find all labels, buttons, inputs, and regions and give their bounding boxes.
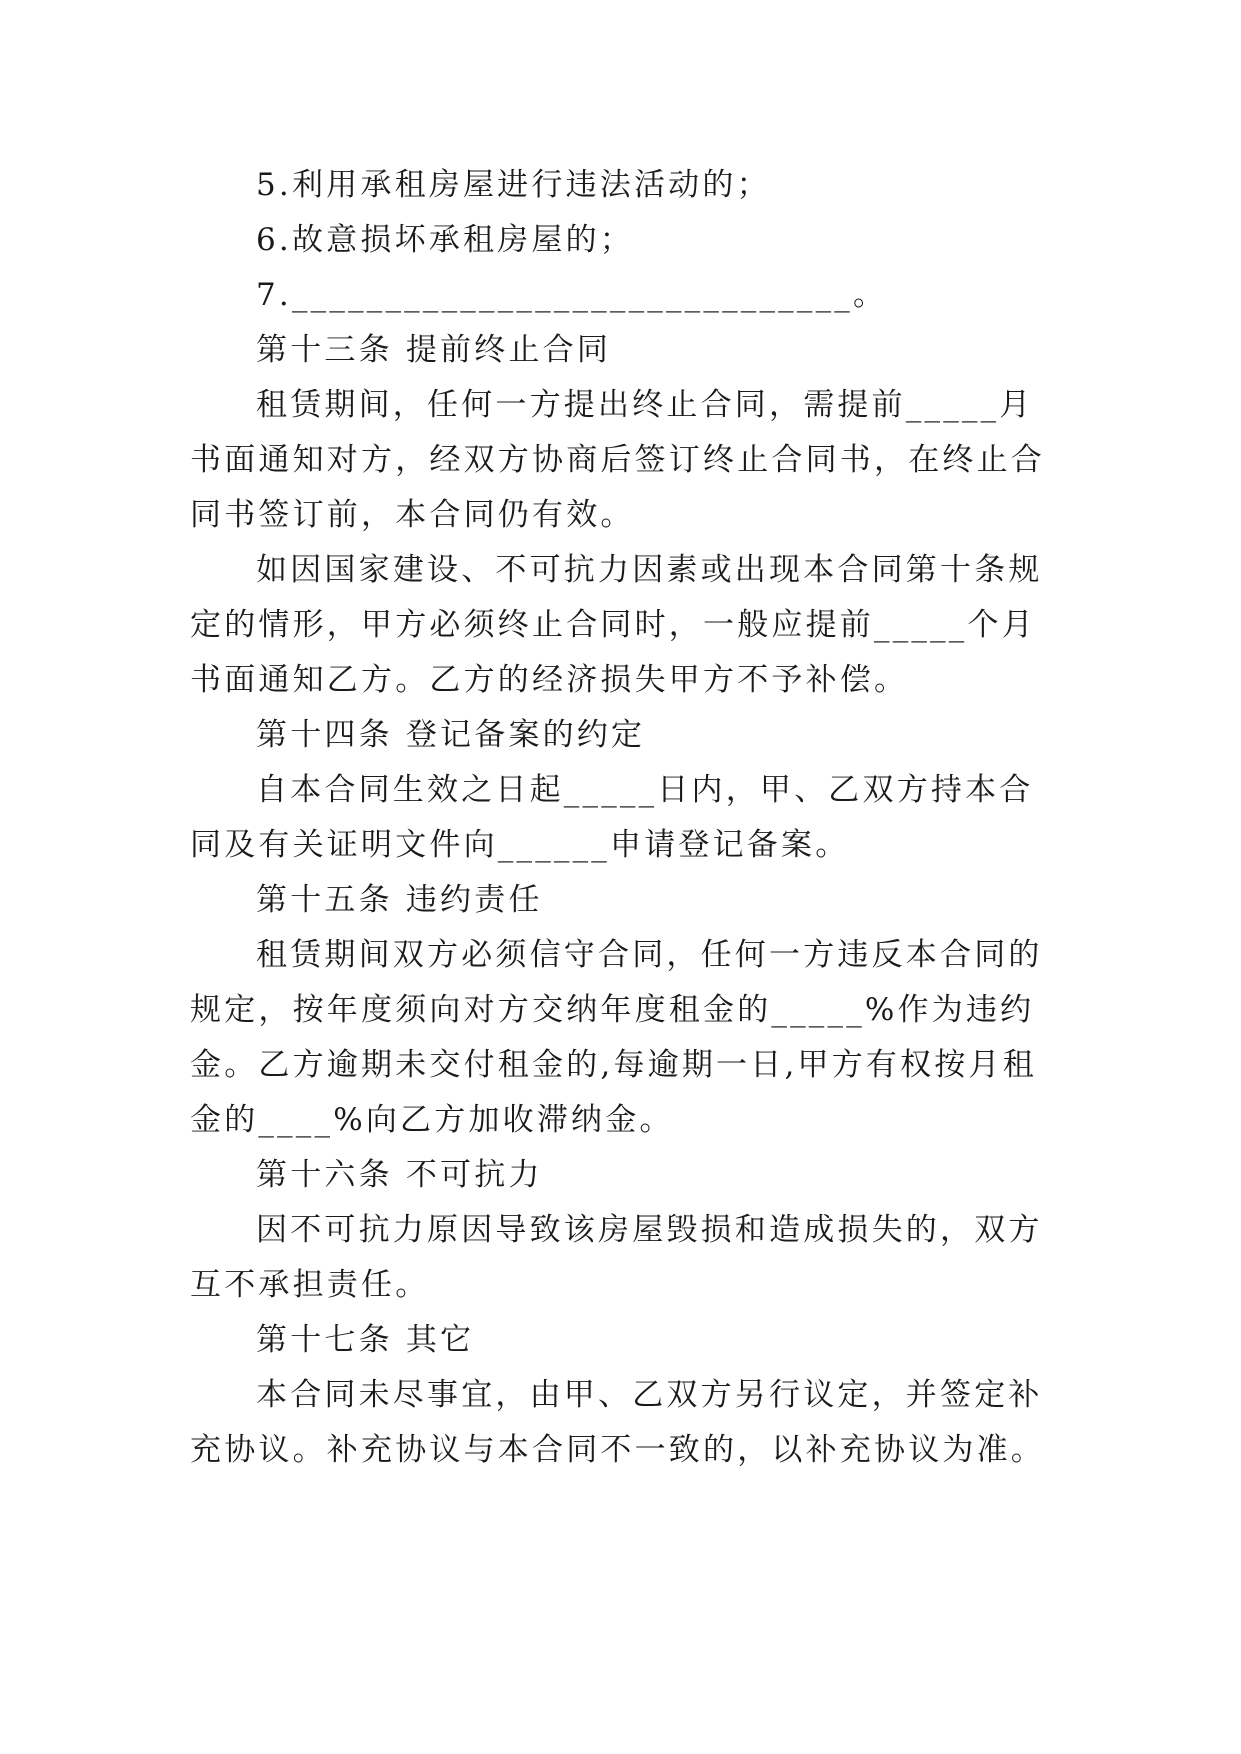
article-15-heading: 第十五条 违约责任 bbox=[256, 882, 543, 918]
article-17-heading: 第十七条 其它 bbox=[256, 1322, 475, 1358]
article-14-heading: 第十四条 登记备案的约定 bbox=[256, 717, 646, 753]
article-14-paragraph: 自本合同生效之日起_____日内，甲、乙双方持本合同及有关证明文件向______申请登记备案。 bbox=[190, 772, 1034, 863]
article-13-heading: 第十三条 提前终止合同 bbox=[256, 332, 612, 368]
article-13-paragraph-1: 租赁期间，任何一方提出终止合同，需提前_____月书面通知对方，经双方协商后签订终止合同书，在终止合同书签订前，本合同仍有效。 bbox=[190, 387, 1045, 533]
clause-item-6: 6.故意损坏承租房屋的； bbox=[256, 222, 634, 258]
article-13-paragraph-2: 如因国家建设、不可抗力因素或出现本合同第十条规定的情形，甲方必须终止合同时，一般应提前_____个月书面通知乙方。乙方的经济损失甲方不予补偿。 bbox=[190, 552, 1043, 698]
article-15-paragraph: 租赁期间双方必须信守合同，任何一方违反本合同的规定，按年度须向对方交纳年度租金的_____%作为违约金。乙方逾期未交付租金的,每逾期一日,甲方有权按月租金的____%向乙方加收滞纳金。 bbox=[190, 937, 1043, 1138]
article-16-paragraph: 因不可抗力原因导致该房屋毁损和造成损失的，双方互不承担责任。 bbox=[190, 1212, 1043, 1303]
document-body bbox=[190, 158, 1060, 1478]
clause-item-5: 5.利用承租房屋进行违法活动的； bbox=[256, 167, 771, 203]
clause-item-7: 7.______________________________。 bbox=[256, 277, 888, 313]
article-16-heading: 第十六条 不可抗力 bbox=[256, 1157, 543, 1193]
article-17-paragraph: 本合同未尽事宜，由甲、乙双方另行议定，并签定补充协议。补充协议与本合同不一致的，以补充协议为准。 bbox=[190, 1377, 1045, 1468]
